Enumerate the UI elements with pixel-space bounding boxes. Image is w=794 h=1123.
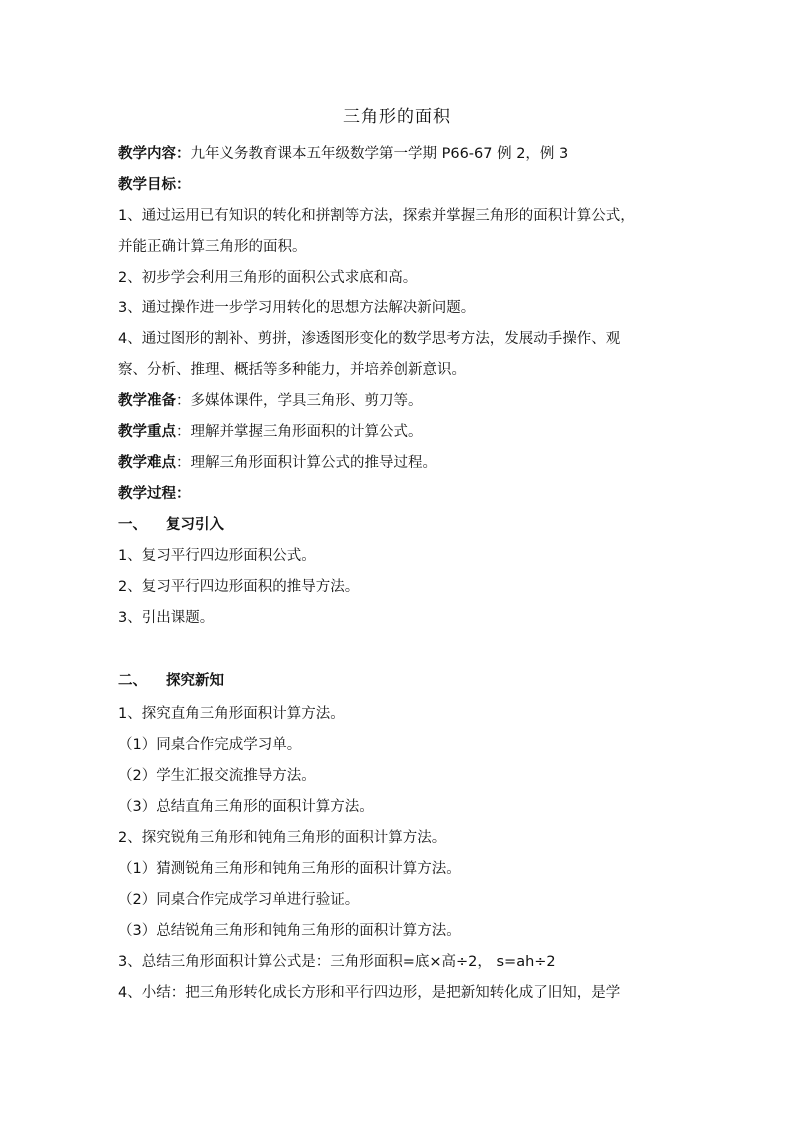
objective-line: 4、通过图形的割补、剪拼，渗透图形变化的数学思考方法，发展动手操作、观 xyxy=(118,331,621,347)
section-number: 二、 xyxy=(118,673,147,689)
objective-line: 3、通过操作进一步学习用转化的思想方法解决新问题。 xyxy=(118,300,476,316)
preparation-line xyxy=(118,388,688,414)
list-item: （1）同桌合作完成学习单。 xyxy=(118,737,302,753)
preparation-label: 教学准备 xyxy=(118,393,176,409)
list-item: 4、小结：把三角形转化成长方形和平行四边形，是把新知转化成了旧知，是学 xyxy=(118,985,621,1001)
keypoint-label: 教学重点 xyxy=(118,424,176,440)
objective-line: 2、初步学会利用三角形的面积公式求底和高。 xyxy=(118,270,418,286)
list-item: 3、引出课题。 xyxy=(118,610,215,626)
list-item: （2）同桌合作完成学习单进行验证。 xyxy=(118,892,360,908)
page-title: 三角形的面积 xyxy=(343,107,451,127)
list-item: （3）总结直角三角形的面积计算方法。 xyxy=(118,799,374,815)
difficulty-label: 教学难点 xyxy=(118,455,176,471)
objective-line: 并能正确计算三角形的面积。 xyxy=(118,239,307,255)
list-item: 2、复习平行四边形面积的推导方法。 xyxy=(118,579,360,595)
section-heading-explore xyxy=(118,668,688,694)
section-title: 探究新知 xyxy=(166,673,224,689)
teaching-content-line xyxy=(118,141,688,167)
list-item: （2）学生汇报交流推导方法。 xyxy=(118,768,316,784)
process-label: 教学过程： xyxy=(118,486,191,502)
teaching-content-label: 教学内容： xyxy=(118,146,191,162)
list-item: 2、探究锐角三角形和钝角三角形的面积计算方法。 xyxy=(118,830,447,846)
section-heading-review xyxy=(118,512,688,538)
difficulty-line xyxy=(118,450,688,476)
list-item: 1、复习平行四边形面积公式。 xyxy=(118,548,316,564)
objective-line: 察、分析、推理、概括等多种能力，并培养创新意识。 xyxy=(118,362,466,378)
list-item: 3、总结三角形面积计算公式是：三角形面积=底×高÷2， s=ah÷2 xyxy=(118,954,556,970)
teaching-content-text: 九年义务教育课本五年级数学第一学期 P66-67 例 2，例 3 xyxy=(190,146,569,162)
keypoint-text: ：理解并掌握三角形面积的计算公式。 xyxy=(176,424,423,440)
preparation-text: ：多媒体课件，学具三角形、剪刀等。 xyxy=(176,393,423,409)
objective-line: 1、通过运用已有知识的转化和拼割等方法，探索并掌握三角形的面积计算公式， xyxy=(118,208,635,224)
section-title: 复习引入 xyxy=(166,517,224,533)
keypoint-line xyxy=(118,419,688,445)
objectives-label: 教学目标： xyxy=(118,177,191,193)
difficulty-text: ：理解三角形面积计算公式的推导过程。 xyxy=(176,455,437,471)
section-number: 一、 xyxy=(118,517,147,533)
list-item: 1、探究直角三角形面积计算方法。 xyxy=(118,706,345,722)
list-item: （1）猜测锐角三角形和钝角三角形的面积计算方法。 xyxy=(118,861,461,877)
list-item: （3）总结锐角三角形和钝角三角形的面积计算方法。 xyxy=(118,923,461,939)
